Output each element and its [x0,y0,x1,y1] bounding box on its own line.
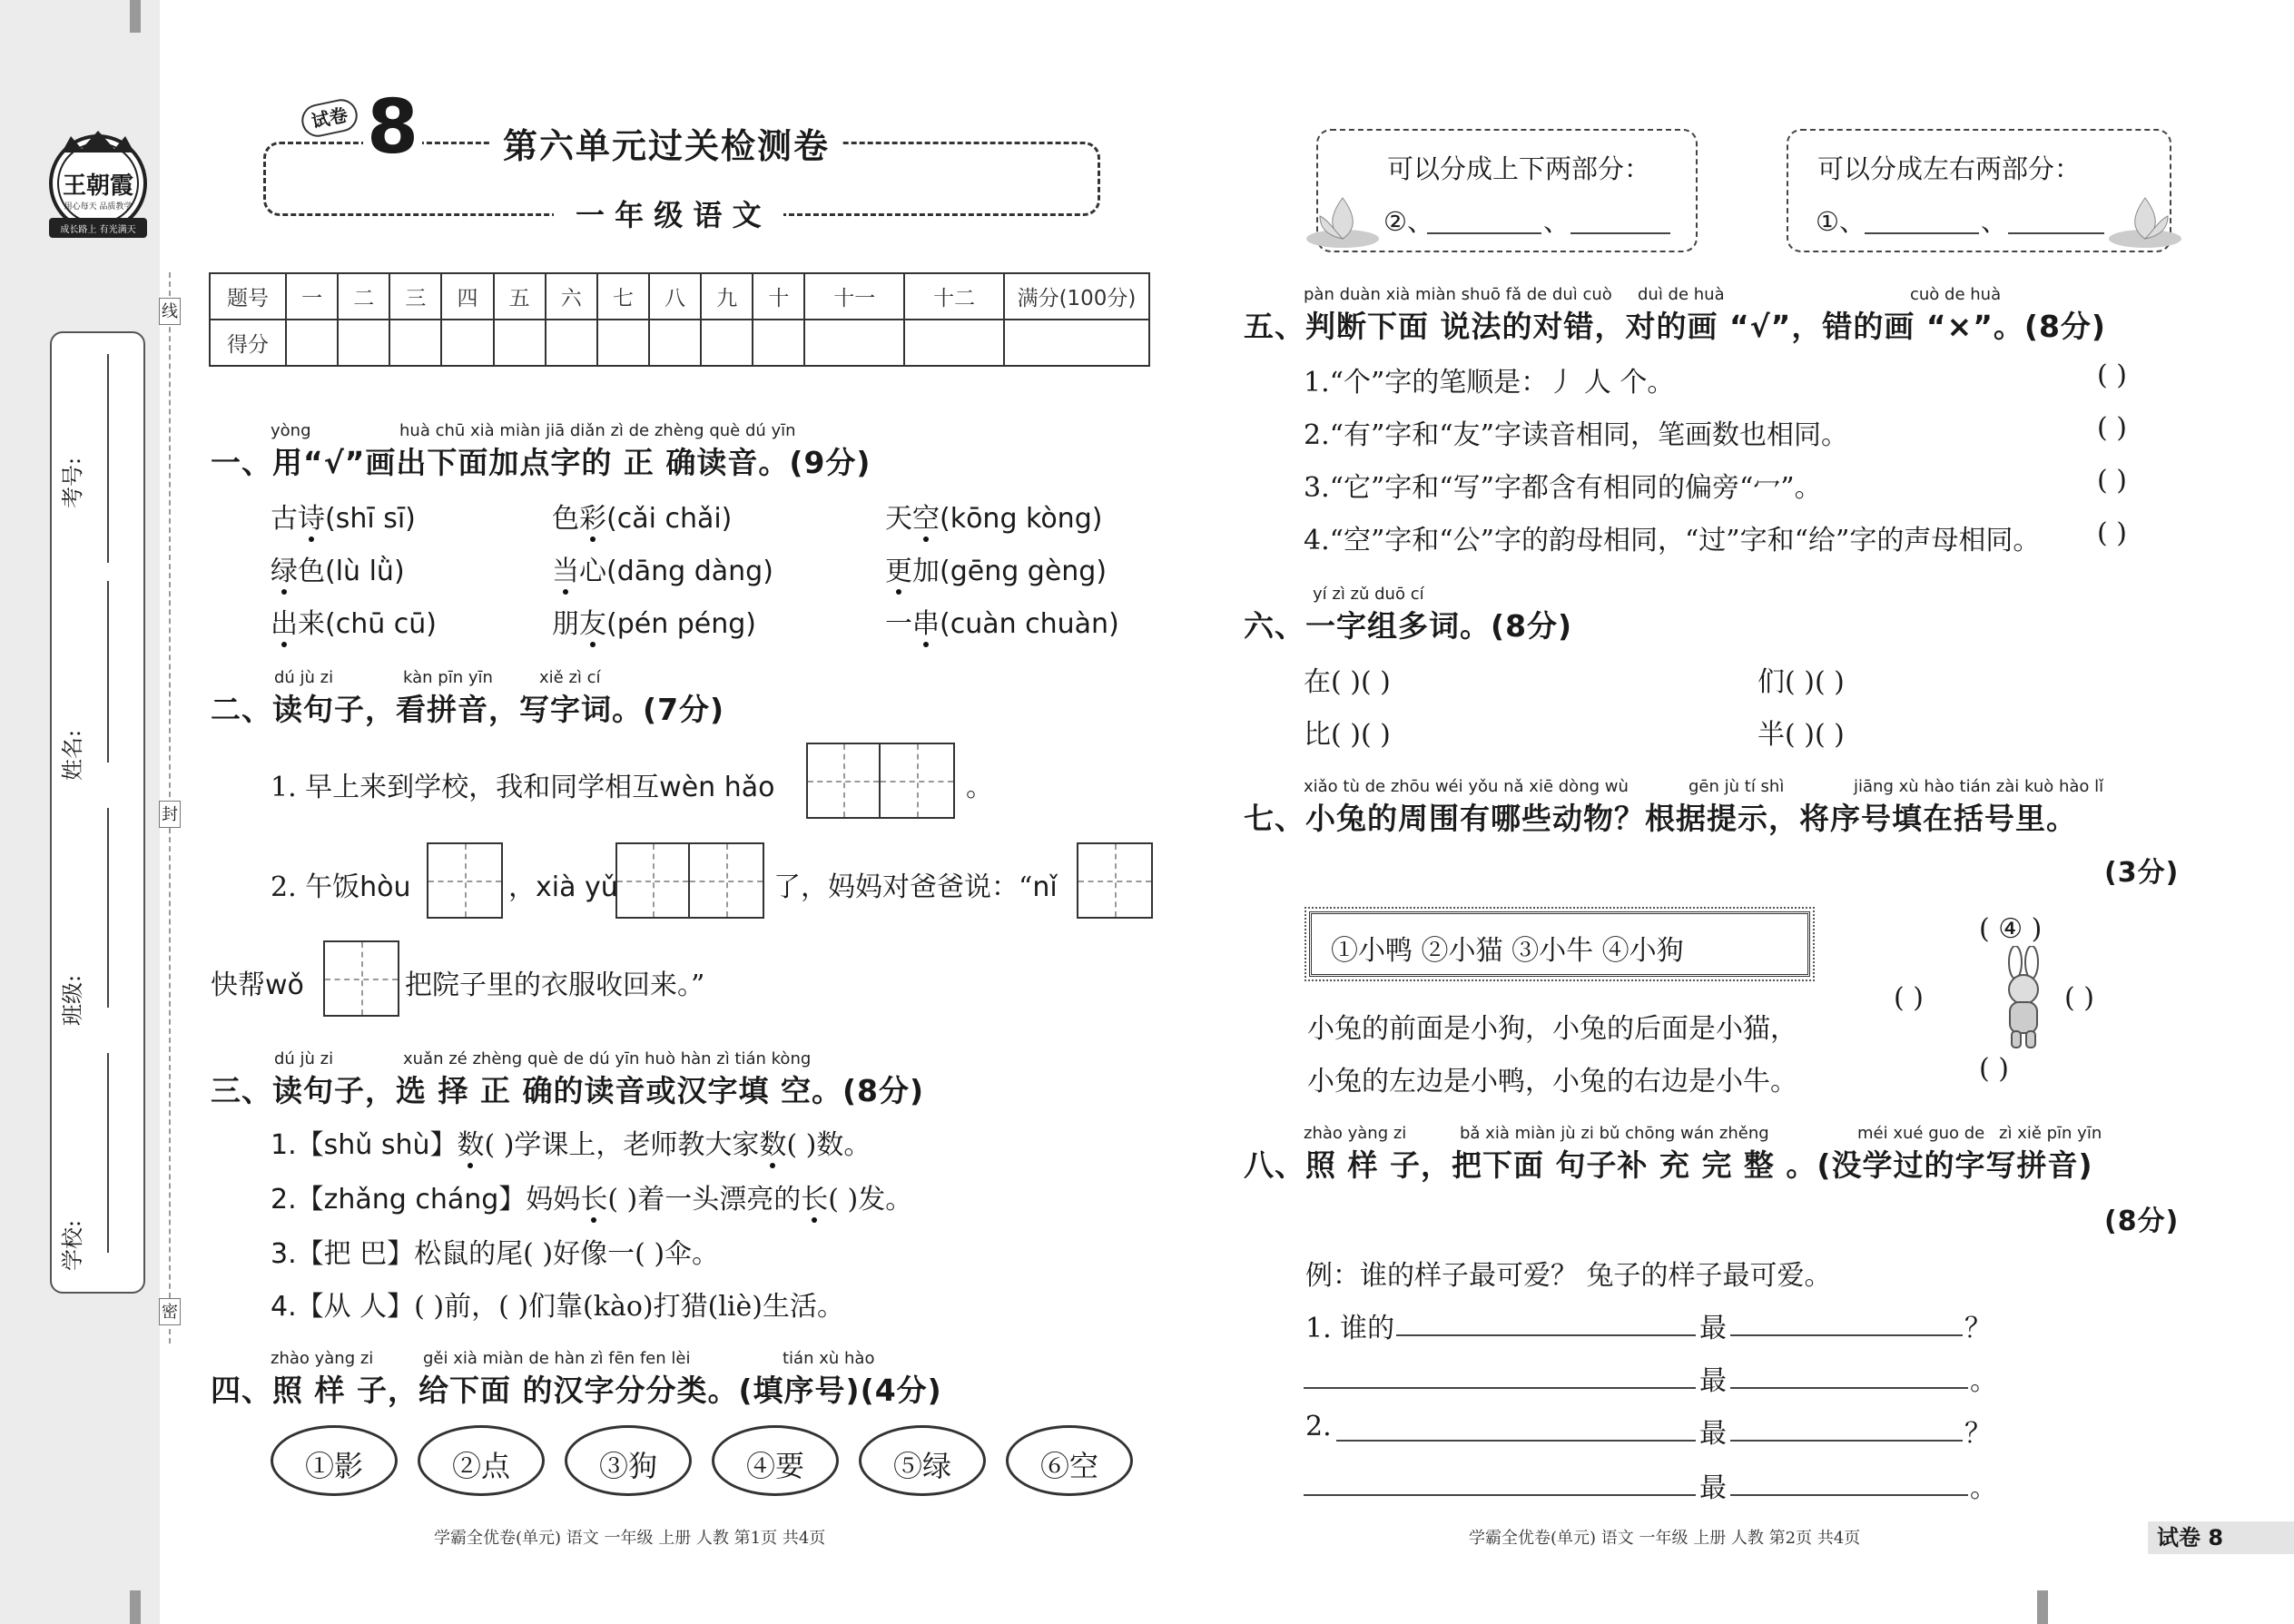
score-input[interactable] [597,320,649,366]
q2-sentence-2b [508,864,618,904]
writing-cell[interactable] [881,744,953,817]
q8-score: (8分) [2104,1206,2180,1237]
q2-sentence-2a [271,864,411,904]
q8-period: 。 [1970,1472,1997,1504]
binding-marker-top [130,0,141,33]
q5-item: 3.“它”字和“写”字都含有相同的偏旁“冖”。 [1304,472,1822,504]
q1-char: 朋 [552,608,579,640]
q1-char: 古 [271,503,298,535]
q4-char-card [712,1425,839,1496]
q4-char-card [418,1425,545,1496]
score-cell: 四 [441,273,493,320]
page-title: 第六单元过关检测卷 [490,118,842,168]
q4-box-right-title: 可以分成左右两部分： [1817,153,2082,184]
q1-char: 色 [298,556,325,587]
q6-char: 比 [1304,719,1331,751]
score-header-row [210,273,1149,320]
q7-answer-bottom[interactable]: ( ) [1979,1053,2009,1085]
q5-item: 1.“个”字的笔顺是：丿 人 个。 [1304,367,1675,399]
writing-cell[interactable] [428,844,501,917]
school-label: 学校: [60,1219,85,1271]
q4-char-card [859,1425,986,1496]
footer-right: 学霸全优卷(单元) 语文 一年级 上册 人教 第2页 共4页 [1469,1529,1861,1548]
q2-pinyin-cue: wǒ [265,969,304,1001]
q1-dotted-char: 空 [912,503,940,535]
q3-text: ( )发。 [828,1184,913,1216]
q4-box-right-fill: ①、 [1816,206,1866,237]
q4-blank[interactable] [1865,232,1979,234]
name-field[interactable] [107,581,109,763]
q3-item[interactable] [271,1122,871,1162]
q4-char: ④要 [745,1449,804,1483]
q7-hint-1: 小兔的前面是小狗，小兔的后面是小猫， [1307,1013,1797,1045]
q4-blank[interactable] [1570,232,1670,234]
q6-item[interactable] [1304,659,1391,699]
q1-options: (cǎi chǎi) [606,503,733,535]
score-cell: 得分 [210,320,286,366]
name-label: 姓名: [60,729,85,781]
q6-blank[interactable]: ( )( ) [1331,719,1391,751]
q3-dotted-char: 数 [457,1129,485,1161]
q3-options: 3.【把 巴】 [271,1238,415,1270]
lotus-icon [1302,189,1383,252]
score-input[interactable] [389,320,441,366]
class-label: 班级: [60,974,85,1026]
score-cell: 二 [338,273,389,320]
q2-answer-grid[interactable] [1077,842,1153,919]
score-cell: 六 [546,273,597,320]
q4-pinyin: tián xù hào [783,1349,875,1368]
q4-char: ①影 [304,1449,363,1483]
q8-example: 例：谁的样子最可爱？ 兔子的样子最可爱。 [1305,1260,1832,1292]
logo-ribbon: 成长路上 有光满天 [60,225,136,235]
q8-blank[interactable] [1304,1494,1696,1496]
score-cell: 三 [389,273,441,320]
q1-pinyin-a: yòng [271,421,311,440]
q8-line-3-label: 2. [1305,1411,1332,1442]
q5-answer[interactable]: ( ) [2097,412,2127,444]
q6-blank[interactable]: ( )( ) [1785,719,1845,751]
q4-sep: 、 [1981,206,2008,237]
q1-options: (pén péng) [606,608,757,640]
writing-cell[interactable] [617,844,690,917]
q5-pinyin: pàn duàn xià miàn shuō fǎ de duì cuò [1304,285,1612,304]
q6-item[interactable] [1304,712,1391,752]
q6-blank[interactable]: ( )( ) [1331,666,1391,698]
q2-text: 1. 早上来到学校，我和同学相互 [271,772,660,803]
q1-dotted-char: 出 [271,608,298,640]
q2-sentence-2c [773,864,1058,904]
q2-pinyin-cue: hòu [359,871,411,903]
q2-answer-grid[interactable] [806,743,955,819]
q1-char: 心 [579,556,606,587]
q1-char: 来 [298,608,325,640]
q7-answer-left[interactable]: ( ) [1894,982,1924,1014]
q1-dotted-char: 绿 [271,556,298,587]
q6-char: 半 [1757,719,1785,751]
exam-number-field[interactable] [107,354,109,563]
score-table [209,272,1150,367]
q2-answer-grid[interactable] [427,842,503,919]
q1-dotted-char: 诗 [298,503,325,535]
school-field[interactable] [107,1053,109,1253]
q1-char: 天 [885,503,912,535]
q1-title [211,439,871,482]
q2-sentence-1-end: 。 [966,772,993,803]
q4-char-card [565,1425,692,1496]
q1-options: (chū cū) [325,608,437,640]
publisher-logo [44,127,153,245]
q8-qmark: ？ [1964,1313,1992,1344]
cut-mark-mi: 密 [159,1298,181,1325]
q2-pinyin-cue: xià yǔ [536,871,618,903]
score-cell: 九 [701,273,753,320]
q8-pinyin: méi xué guo de [1857,1124,1985,1143]
q6-item[interactable] [1757,712,1845,752]
q8-most: 最 [1699,1313,1727,1344]
cut-mark-xian: 线 [159,298,181,325]
q1-item[interactable] [271,496,416,536]
q2-text: ， [508,871,536,903]
score-cell: 七 [597,273,649,320]
q6-char: 们 [1757,666,1785,698]
exam-number-label: 考号: [60,457,85,508]
q5-title: 五、判断下面 说法的对错，对的画 “√”，错的画 “×”。(8分) [1244,309,2107,344]
writing-cell[interactable] [690,844,763,917]
q3-text: 松鼠的尾( )好像一( )伞。 [414,1238,720,1270]
q1-dotted-char: 串 [912,608,940,640]
score-cell: 题号 [210,273,286,320]
footer-left: 学霸全优卷(单元) 语文 一年级 上册 人教 第1页 共4页 [434,1529,826,1548]
q1-char: 一 [885,608,912,640]
q3-pinyin: dú jù zi [274,1049,334,1068]
q1-options: (dāng dàng) [606,556,773,587]
q1-dotted-char: 更 [885,556,912,587]
q1-title-part: 画出下面加点字的 正 确读音。(9分) [365,445,871,480]
q1-dotted-char: 彩 [579,503,606,535]
q8-pinyin: zì xiě pīn yīn [1999,1124,2102,1143]
binding-marker-bottom [130,1590,141,1624]
q8-blank[interactable] [1730,1334,1963,1336]
q8-title: 八、照 样 子，把下面 句子补 充 完 整 。(没学过的字写拼音) [1244,1147,2093,1183]
q3-text: ( )学课上，老师教大家 [484,1129,760,1161]
score-value-row [210,320,1149,366]
q2-answer-grid[interactable] [323,940,399,1017]
rabbit-icon [1992,946,2055,1055]
writing-cell[interactable] [1078,844,1151,917]
score-cell: 一 [286,273,338,320]
q4-char-card [271,1425,398,1496]
q1-options: (gēng gèng) [940,556,1108,587]
q1-options: (kōng kòng) [940,503,1103,535]
q4-box-left-title: 可以分成上下两部分： [1387,153,1651,184]
q2-pinyin: xiě zì cí [539,668,601,687]
q1-item[interactable] [885,496,1102,536]
q8-pinyin: zhào yàng zi [1304,1124,1407,1143]
score-input[interactable] [904,320,1004,366]
q4-char: ⑥空 [1039,1449,1098,1483]
q2-sentence-3a [211,962,304,1002]
q8-blank[interactable] [1336,1440,1696,1442]
q3-dotted-char: 数 [759,1129,787,1161]
q4-char: ②点 [451,1449,510,1483]
q2-title: 二、读句子，看拼音，写字词。(7分) [211,692,725,727]
q3-text: ( )数。 [786,1129,871,1161]
q3-options: 1.【shǔ shù】 [271,1129,458,1161]
score-cell: 十二 [904,273,1004,320]
score-cell: 八 [649,273,701,320]
q4-title: 四、照 样 子，给下面 的汉字分分类。(填序号)(4分) [211,1373,942,1408]
q3-item[interactable] [271,1284,844,1324]
q7-pinyin: jiāng xù hào tián zài kuò hào lǐ [1854,777,2104,796]
q1-title-part: “√” [303,445,366,480]
score-cell: 十 [753,273,804,320]
q1-item[interactable] [885,601,1119,641]
q2-text: 2. 午饭 [271,871,360,903]
q3-options: 2.【zhǎng cháng】妈妈 [271,1184,581,1216]
lotus-icon [2104,189,2186,252]
q6-title: 六、一字组多词。(8分) [1244,608,1573,644]
score-input[interactable] [1004,320,1149,366]
q7-title: 七、小兔的周围有哪些动物？根据提示，将序号填在括号里。 [1244,801,2077,836]
q3-dotted-char: 长 [580,1184,608,1216]
q2-pinyin: kàn pīn yīn [403,668,493,687]
q8-period: 。 [1970,1365,1997,1397]
score-cell: 满分(100分) [1004,273,1149,320]
q4-blank[interactable] [2008,232,2104,234]
q1-item[interactable] [271,548,405,588]
logo-motto: 用心每天 品质教学 [64,202,133,212]
q4-pinyin: gěi xià miàn de hàn zì fēn fen lèi [423,1349,691,1368]
q7-score: (3分) [2104,857,2180,889]
q2-pinyin: dú jù zi [274,668,334,687]
writing-cell[interactable] [808,744,881,817]
q6-item[interactable] [1757,659,1845,699]
q2-sentence-3b: 把院子里的衣服收回来。” [405,969,705,1001]
q1-options: (shī sī) [325,503,416,535]
q3-title: 三、读句子，选 择 正 确的读音或汉字填 空。(8分) [211,1073,925,1108]
q8-most: 最 [1699,1472,1727,1504]
score-input[interactable] [494,320,546,366]
q4-sep: 、 [1543,206,1570,237]
q7-options: ①小鸭 ②小猫 ③小牛 ④小狗 [1331,935,1684,967]
q8-blank[interactable] [1730,1494,1968,1496]
q7-pinyin: gēn jù tí shì [1689,777,1785,796]
paper-badge: 试卷 [299,96,360,140]
q8-blank[interactable] [1396,1334,1696,1336]
q2-pinyin-cue: nǐ [1032,871,1058,903]
q8-most: 最 [1699,1418,1727,1450]
q8-line-1-label: 1. 谁的 [1305,1313,1395,1344]
paper-number: 8 [363,87,422,169]
q1-dotted-char: 友 [579,608,606,640]
q3-pinyin: xuǎn zé zhèng què de dú yīn huò hàn zì tián kòng [403,1049,812,1068]
q8-blank[interactable] [1304,1387,1696,1389]
q3-item[interactable] [271,1176,912,1216]
q5-item: 2.“有”字和“友”字读音相同，笔画数也相同。 [1304,419,1848,451]
q1-options: (lù lǜ) [325,556,405,587]
score-cell: 十一 [804,273,904,320]
q8-qmark: ？ [1964,1418,1992,1450]
score-input[interactable] [804,320,904,366]
q7-pinyin: xiǎo tù de zhōu wéi yǒu nǎ xiē dòng wù [1304,777,1629,796]
binding-marker-center [2037,1590,2048,1624]
q1-item[interactable] [552,601,756,641]
q2-pinyin-cue: wèn hǎo [659,772,775,803]
q1-pinyin-b: huà chū xià miàn jiā diǎn zì de zhèng què dú yīn [399,421,796,440]
q3-item[interactable] [271,1231,719,1271]
q1-item[interactable] [552,496,732,536]
q7-answer-top[interactable]: ( ④ ) [1979,913,2043,945]
q8-blank[interactable] [1730,1440,1963,1442]
score-input[interactable] [753,320,804,366]
q8-most: 最 [1699,1365,1727,1397]
q3-text: ( )前，( )们靠(kào)打猎(liè)生活。 [414,1291,844,1323]
q3-options: 4.【从 人】 [271,1291,415,1323]
writing-cell[interactable] [325,942,398,1015]
q5-item: 4.“空”字和“公”字的韵母相同，“过”字和“给”字的声母相同。 [1304,525,2041,556]
score-cell: 五 [494,273,546,320]
cut-mark-feng: 封 [159,801,181,828]
q1-options: (cuàn chuàn) [940,608,1119,640]
q1-item[interactable] [552,548,773,588]
footer-tag: 试卷 8 [2148,1521,2294,1554]
q1-title-part: 一、用 [211,445,303,480]
q1-item[interactable] [271,601,437,641]
q1-char: 加 [912,556,940,587]
q5-answer[interactable]: ( ) [2097,517,2127,549]
q5-pinyin: cuò de huà [1910,285,2002,304]
q4-box-left-fill: ②、 [1383,206,1433,237]
score-input[interactable] [649,320,701,366]
q1-item[interactable] [885,548,1107,588]
q1-dotted-char: 当 [552,556,579,587]
score-input[interactable] [286,320,338,366]
q1-char: 色 [552,503,579,535]
q3-text: ( )着一头漂亮的 [607,1184,802,1216]
page-subtitle: 一 年 级 语 文 [554,192,783,234]
q5-answer[interactable]: ( ) [2097,359,2127,391]
score-input[interactable] [546,320,597,366]
q8-pinyin: bǎ xià miàn jù zi bǔ chōng wán zhěng [1460,1124,1769,1143]
q6-pinyin: yí zì zǔ duō cí [1313,585,1424,604]
q4-char-card [1006,1425,1133,1496]
q2-text: 快帮 [211,969,265,1001]
q7-hint-2: 小兔的左边是小鸭，小兔的右边是小牛。 [1307,1066,1797,1097]
q4-char: ③狗 [598,1449,657,1483]
q2-answer-grid[interactable] [615,842,764,919]
q8-blank[interactable] [1730,1387,1968,1389]
score-input[interactable] [701,320,753,366]
q6-blank[interactable]: ( )( ) [1785,666,1845,698]
q6-char: 在 [1304,666,1331,698]
q4-blank[interactable] [1427,232,1541,234]
q7-answer-right[interactable]: ( ) [2064,982,2094,1014]
logo-text: 王朝霞 [62,172,133,200]
q5-answer[interactable]: ( ) [2097,465,2127,497]
score-input[interactable] [441,320,493,366]
q3-dotted-char: 长 [801,1184,829,1216]
q2-sentence-1 [271,764,774,804]
q4-char: ⑤绿 [892,1449,951,1483]
q5-pinyin: duì de huà [1638,285,1725,304]
score-input[interactable] [338,320,389,366]
q2-text: 了，妈妈对爸爸说：“ [773,871,1033,903]
class-field[interactable] [107,808,109,1008]
q4-pinyin: zhào yàng zi [271,1349,374,1368]
